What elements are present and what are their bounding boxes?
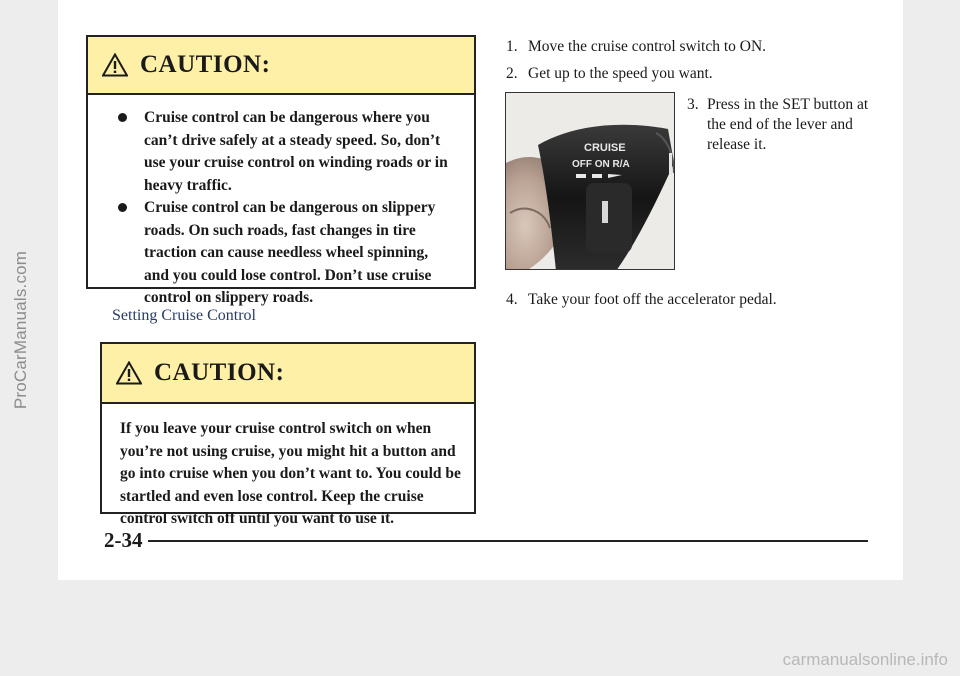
warning-triangle-icon (102, 53, 128, 77)
step-number: 2. (506, 65, 518, 82)
step-number: 4. (506, 291, 518, 308)
caution-title: CAUTION: (140, 51, 271, 78)
bullet-icon (118, 203, 127, 212)
step-3 (687, 95, 872, 155)
caution-body (88, 95, 474, 310)
footer-rule (148, 540, 868, 542)
footer-watermark: carmanualsonline.info (782, 650, 948, 669)
page-number: 2-34 (104, 528, 143, 552)
step-number: 3. (687, 96, 699, 113)
lever-label-positions: OFF ON R/A (572, 159, 630, 170)
caution-title: CAUTION: (154, 359, 285, 386)
caution-box-switch-off (100, 342, 476, 527)
section-heading: Setting Cruise Control (112, 307, 256, 324)
cruise-lever-photo (505, 92, 675, 270)
caution-bullet-item (112, 197, 454, 310)
caution-box-dangerous-conditions (86, 35, 476, 306)
caution-body (102, 404, 474, 531)
step-text: Move the cruise control switch to ON. (528, 38, 767, 55)
step-text: Take your foot off the accelerator pedal. (528, 291, 777, 308)
bullet-icon (118, 113, 127, 122)
caution-text: If you leave your cruise control switch on when you’re not using cruise, you might hit a button and go into cruise when you don’t want to. You could be startled and even lose control. Keep the cruise control switch off until you want to use it. (120, 420, 461, 527)
cruise-lever-illustration (506, 93, 675, 270)
side-watermark (6, 170, 36, 490)
step-text: Get up to the speed you want. (528, 65, 713, 82)
caution-bullet-item (112, 107, 454, 197)
step-2 (506, 64, 713, 84)
caution-bullet-text: Cruise control can be dangerous on slippery roads. On such roads, fast changes in tire traction can cause needless wheel spinning, and you could lose control. Don’t use cruise control on slippery roads. (144, 199, 436, 306)
side-watermark-text: ProCarManuals.com (11, 250, 30, 410)
step-1 (506, 37, 766, 57)
step-text: Press in the SET button at the end of the lever and release it. (707, 96, 869, 153)
warning-triangle-icon (116, 361, 142, 385)
lever-label-cruise: CRUISE (584, 142, 626, 154)
step-4 (506, 290, 777, 310)
caution-header (102, 344, 474, 404)
caution-bullet-text: Cruise control can be dangerous where you can’t drive safely at a steady speed. So, don’t use your cruise control on winding roads or in heavy traffic. (144, 109, 448, 194)
step-number: 1. (506, 38, 518, 55)
caution-header (88, 37, 474, 95)
